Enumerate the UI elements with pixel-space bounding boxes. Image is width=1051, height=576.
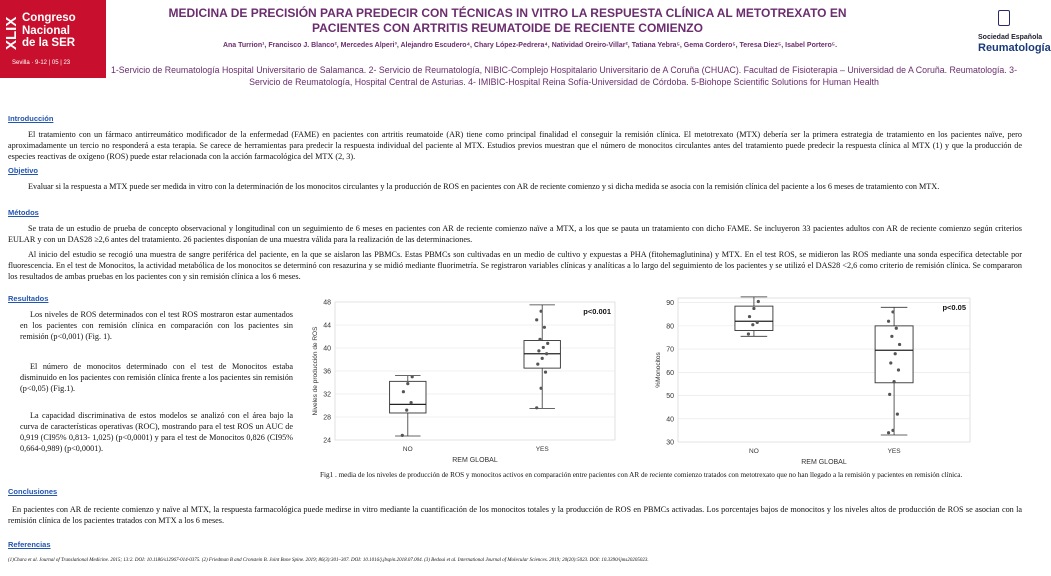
results-text-1: Los niveles de ROS determinados con el test ROS mostraron estar aumentados en los pacientes con remisión clínica en comparación con los pacientes sin remisión (p<0,001) (Fig. 1). — [20, 310, 293, 341]
congress-dates: Sevilla · 9-12 | 05 | 23 — [12, 60, 71, 66]
data-point — [891, 429, 894, 432]
y-tick-label: 50 — [666, 393, 674, 401]
y-tick-label: 36 — [323, 368, 331, 376]
y-tick-label: 80 — [666, 323, 674, 331]
data-point — [892, 380, 895, 383]
data-point — [756, 321, 759, 324]
methods-text-2: Al inicio del estudio se recogió una muestra de sangre periférica del paciente, en la que se aislaron las PBMCs. Estas PBMCs son cultivadas en un medio de cultivo y expuestas a PHA (fitohemaglutinina) y MTX. En el test ROS, se midieron las ROS mediante una sonda específica detectable por fluorescencia. En el test de Monocitos, la actividad metabólica de los monocitos se determinó con resazurina y se midió mediante fluorimetría. Se registraron variables clínicas y analíticas a lo largo del seguimiento de los pacientes y se utilizó el DAS28 <2,6 como criterio de remisión clínica. Se compararon los resultados de ambas pruebas en los pacientes con y sin remisión clínica a los 6 meses. — [8, 250, 1022, 281]
data-point — [540, 310, 543, 313]
section-title-resultados: Resultados — [8, 294, 49, 303]
x-tick-label: YES — [887, 448, 901, 455]
poster-title: MEDICINA DE PRECISIÓN PARA PREDECIR CON TÉCNICAS IN VITRO LA RESPUESTA CLÍNICA AL METOTREXATO EN PACIENTES CON ARTRITIS REUMATOIDE DE RECIENTE COMIENZO — [168, 6, 847, 35]
data-point — [542, 346, 545, 349]
data-point — [896, 413, 899, 416]
section-title-metodos: Métodos — [8, 208, 39, 217]
data-point — [411, 375, 414, 378]
y-tick-label: 44 — [323, 322, 331, 330]
data-point — [402, 390, 405, 393]
data-point — [895, 327, 898, 330]
data-point — [890, 335, 893, 338]
data-point — [751, 323, 754, 326]
data-point — [405, 409, 408, 412]
x-axis-label: REM GLOBAL — [452, 457, 498, 464]
data-point — [535, 318, 538, 321]
data-point — [401, 434, 404, 437]
poster-authors: Ana Turrion¹, Francisco J. Blanco², Mercedes Alperi³, Alejandro Escudero⁴, Chary López-Pedrera⁴, Natividad Oreiro-Villar², Tatiana Yebra⁵, Gema Cordero⁵, Teresa Diez⁵, Isabel Portero⁵. — [222, 42, 838, 49]
data-point — [757, 300, 760, 303]
data-point — [894, 352, 897, 355]
references-text: (1)Chara et al. Journal of Translational Medicine. 2015; 13:2. DOI: 10.1186/s12967-014-0375. (2) Friedman B and Cronstein B. Joint Bone Spine. 2019; 86(3):301–307. DOI: 10.1016/j.jbspin.2018.07.004. (3) Bedoui et al. International Journal of Molecular Sciences. 2019; 20(20):5023. DOI: 10.3390/ijms20205023. — [8, 558, 649, 563]
y-tick-label: 40 — [323, 345, 331, 353]
intro-text: El tratamiento con un fármaco antirreumático modificador de la enfermedad (FAME) en pacientes con artritis reumatoide (AR) tiene como principal finalidad el conseguir la remisión clínica. El metotrexato (MTX) debería ser la primera estrategia de tratamiento en los pacientes naïve, pero aproximadamente un tercio no responderá a esta terapia. Se carece de herramientas para predecir la respuesta individual del paciente al MTX. Estudios previos muestran que el número de monocitos circulantes antes del tratamiento puede predecir la respuesta clínica al MTX (1) y que la producción de especies reactivas de oxígeno (ROS) puede estar relacionada con la acción farmacológica del MTX (2, 3). — [8, 130, 1022, 161]
x-tick-label: NO — [402, 446, 413, 453]
data-point — [891, 310, 894, 313]
data-point — [752, 307, 755, 310]
y-tick-label: 32 — [323, 391, 331, 399]
y-tick-label: 60 — [666, 369, 674, 377]
x-tick-label: NO — [749, 448, 759, 455]
y-tick-label: 28 — [323, 414, 331, 422]
logo-mark-icon — [998, 10, 1010, 26]
box-no — [390, 381, 426, 413]
y-tick-label: 90 — [666, 300, 674, 308]
x-axis-label: REM GLOBAL — [801, 459, 847, 466]
logo-line2: Reumatología — [978, 42, 1051, 54]
y-tick-label: 48 — [323, 299, 331, 307]
section-title-conclusiones: Conclusiones — [8, 487, 58, 496]
data-point — [537, 349, 540, 352]
ros-boxplot — [305, 296, 625, 466]
data-point — [535, 406, 538, 409]
p-value-annotation: p<0.05 — [942, 303, 966, 312]
plot-area — [678, 298, 970, 442]
congress-name-line1: Congreso — [22, 12, 76, 24]
section-title-introduccion: Introducción — [8, 114, 54, 123]
y-tick-label: 70 — [666, 346, 674, 354]
data-point — [747, 332, 750, 335]
methods-text-1: Se trata de un estudio de prueba de concepto observacional y longitudinal con un seguimiento de 6 meses en pacientes con AR de reciente comienzo naïve a MTX, a los que se pauta un tratamiento con dicho FAME. Se incluyeron 33 pacientes adultos con AR de reciente comienzo según criterios EULAR y con un DAS28 ≥2,6 antes del tratamiento. 26 pacientes disponían de una muestra válida para la realización de las determinaciones. — [8, 224, 1022, 244]
congress-name-line2: Nacional — [22, 24, 70, 37]
ser-logo — [978, 10, 1051, 56]
congress-banner — [0, 0, 106, 78]
data-point — [543, 326, 546, 329]
y-axis-label: Niveles de producción de ROS — [312, 326, 319, 416]
y-tick-label: 30 — [666, 439, 674, 447]
data-point — [887, 320, 890, 323]
conclusions-text: En pacientes con AR de reciente comienzo y naïve al MTX, la respuesta farmacológica puede medirse in vitro mediante la cuantificación de los monocitos totales y la producción de ROS en PBMCs activadas. Los porcentajes bajos de monocitos y los niveles altos de producción de ROS se asocian con la remisión clínica de los pacientes tratados con MTX a los 6 meses. — [8, 505, 1022, 525]
congress-name-line3: de la SER — [22, 37, 76, 49]
y-tick-label: 24 — [323, 437, 331, 445]
monocytes-boxplot — [648, 292, 978, 464]
congress-name — [22, 12, 104, 50]
data-point — [748, 315, 751, 318]
data-point — [889, 361, 892, 364]
data-point — [410, 401, 413, 404]
data-point — [898, 343, 901, 346]
data-point — [536, 363, 539, 366]
figure-caption: Fig1 . media de los niveles de producción de ROS y monocitos activos en comparación entre pacientes con AR de reciente comienzo tratados con metotrexato que no han llegado a la remisión y pacientes en remisión clínica. — [320, 471, 963, 479]
objective-text: Evaluar si la respuesta a MTX puede ser medida in vitro con la determinación de los monocitos circulantes y la producción de ROS en pacientes con AR de reciente comienzo y si dicha medida se asocia con la remisión clínica del paciente a los 6 meses de tratamiento con MTX. — [28, 182, 940, 191]
y-tick-label: 40 — [666, 416, 674, 424]
data-point — [897, 368, 900, 371]
data-point — [541, 357, 544, 360]
section-title-objetivo: Objetivo — [8, 166, 39, 175]
poster-affiliations: 1-Servicio de Reumatología Hospital Universitario de Salamanca. 2- Servicio de Reumatología, NIBIC-Complejo Hospitalario Universitario de A Coruña (CHUAC). Facultad de Fisioterapia – Universidad de A Coruña. Reumatología. 3-Servicio de Reumatología, Hospital Central de Asturias. 4- IMIBIC-Hospital Reina Sofía-Universidad de Córdoba. 5-Biohope Scientific Solutions for Human Health — [110, 65, 1018, 87]
results-text-2: El número de monocitos determinado con el test de Monocitos estaba disminuido en los pacientes con remisión clínica frente a los pacientes sin remisión (p<0,05) (Fig.1). — [20, 362, 293, 393]
logo-line1: Sociedad Española — [978, 34, 1043, 41]
data-point — [540, 387, 543, 390]
data-point — [888, 393, 891, 396]
congress-edition: XLIX — [3, 16, 20, 50]
data-point — [544, 371, 547, 374]
results-text-3: La capacidad discriminativa de estos modelos se analizó con el área bajo la curva de características operativas (ROC), mostrando para el test ROS un AUC de 0,919 (CI95% 0,813- 1,025) (p<0,0001) y para el test de Monocitos 0,826 (CI95% 0,664-0,989) (p<0,0001). — [20, 411, 293, 453]
data-point — [545, 352, 548, 355]
y-axis-label: %Monocitos — [655, 352, 662, 388]
section-title-referencias: Referencias — [8, 540, 51, 549]
x-tick-label: YES — [535, 446, 549, 453]
data-point — [887, 431, 890, 434]
p-value-annotation: p<0.001 — [583, 307, 611, 316]
data-point — [546, 342, 549, 345]
data-point — [406, 382, 409, 385]
data-point — [538, 338, 541, 341]
